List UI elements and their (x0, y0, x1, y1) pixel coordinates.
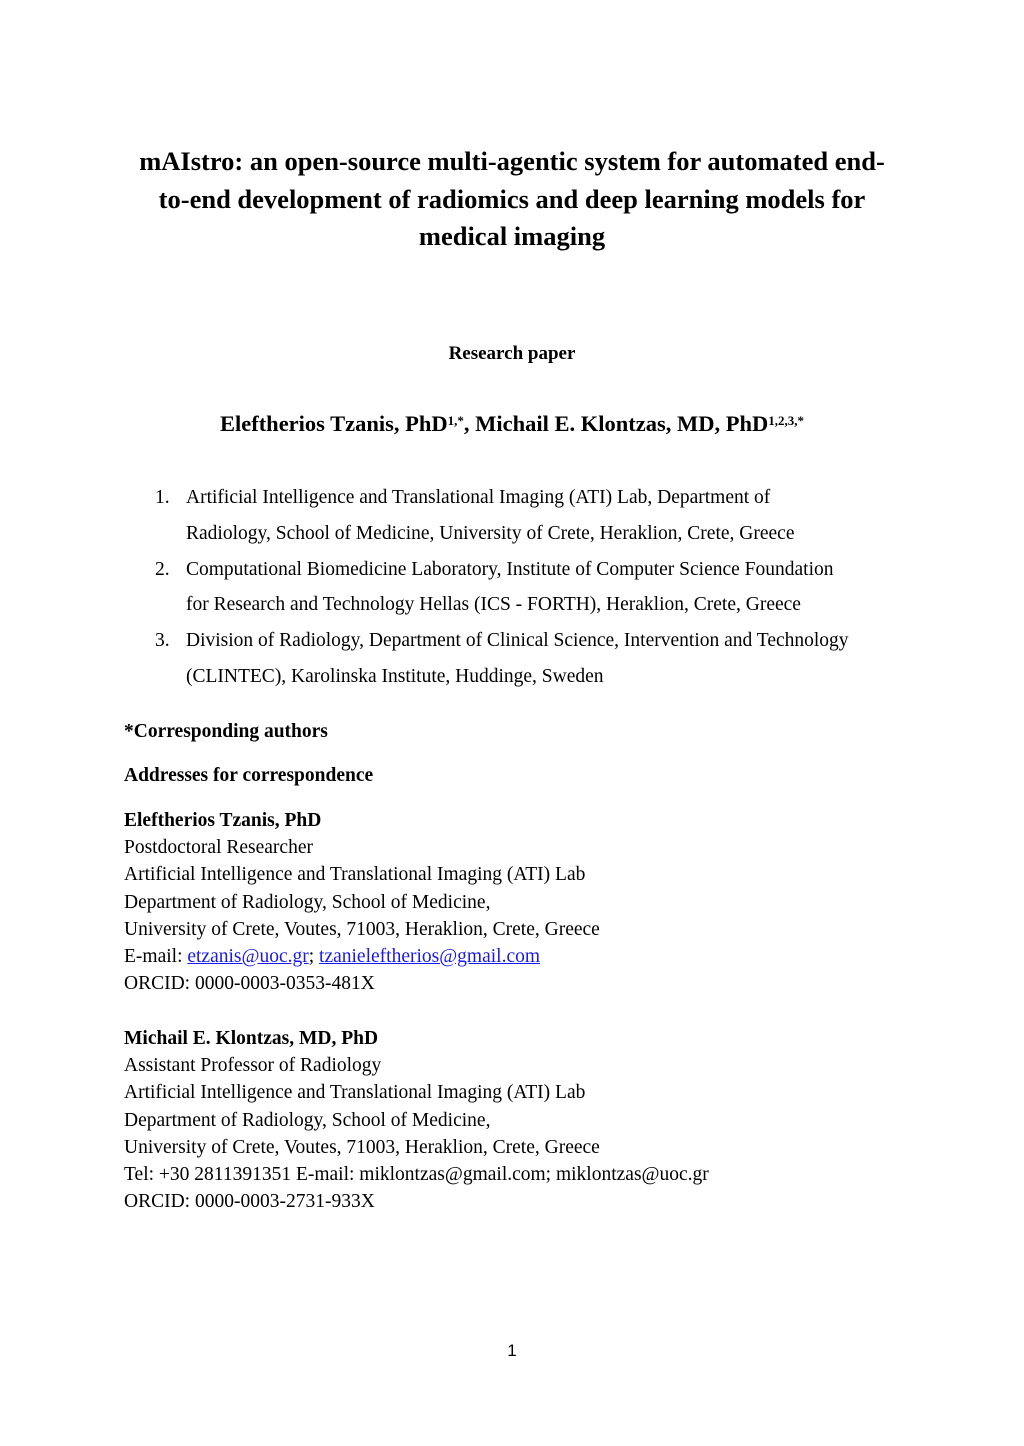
contact-orcid: ORCID: 0000-0003-2731-933X (124, 1191, 375, 1213)
contact-lab: Artificial Intelligence and Translational Imaging (ATI) Lab (124, 864, 586, 886)
contact-name: Eleftherios Tzanis, PhD (124, 810, 322, 831)
affiliation-line: Computational Biomedicine Laboratory, Institute of Computer Science Foundation (186, 558, 834, 580)
title-line: mAIstro: an open-source multi-agentic system for automated end- (139, 146, 885, 176)
author-affiliation-marker: 1,* (447, 413, 464, 428)
author-name: Michail E. Klontzas, MD, PhD (475, 411, 769, 436)
email-link[interactable]: tzanieleftherios@gmail.com (319, 946, 541, 968)
article-type: Research paper (448, 343, 576, 364)
contact-tel-email: Tel: +30 2811391351 E-mail: miklontzas@gmail.com; miklontzas@uoc.gr (124, 1164, 709, 1186)
corresponding-authors-label: *Corresponding authors (124, 721, 328, 742)
author-affiliation-marker: 1,2,3,* (768, 413, 805, 428)
contact-block (124, 807, 904, 997)
affiliation-item (124, 623, 914, 695)
author-separator: , (463, 411, 476, 436)
author-name: Eleftherios Tzanis, PhD (219, 411, 448, 436)
contact-lab: Artificial Intelligence and Translational Imaging (ATI) Lab (124, 1082, 586, 1104)
contact-position: Postdoctoral Researcher (124, 837, 313, 859)
contact-orcid: ORCID: 0000-0003-0353-481X (124, 973, 375, 995)
affiliation-number: 1. (155, 487, 170, 508)
contact-university: University of Crete, Voutes, 71003, Heraklion, Crete, Greece (124, 1136, 600, 1158)
addresses-heading: Addresses for correspondence (124, 765, 374, 786)
affiliation-list (124, 480, 914, 695)
paper-title (112, 143, 912, 256)
title-line: medical imaging (418, 221, 606, 251)
affiliation-line: Artificial Intelligence and Translational Imaging (ATI) Lab, Department of (186, 487, 771, 508)
title-line: to-end development of radiomics and deep learning models for (158, 183, 866, 214)
email-prefix: E-mail: (124, 946, 188, 968)
affiliation-line: (CLINTEC), Karolinska Institute, Huddinge, Sweden (186, 665, 604, 687)
affiliation-number: 2. (155, 558, 170, 580)
affiliation-line: Division of Radiology, Department of Clinical Science, Intervention and Technology (186, 630, 849, 652)
contact-university: University of Crete, Voutes, 71003, Heraklion, Crete, Greece (124, 918, 600, 940)
email-link[interactable]: etzanis@uoc.gr (187, 946, 309, 968)
affiliation-line: Radiology, School of Medicine, University of Crete, Heraklion, Crete, Greece (186, 522, 795, 544)
affiliation-item (124, 480, 914, 552)
affiliation-item (124, 552, 914, 624)
author-list (0, 408, 1024, 440)
contact-email-line (124, 943, 904, 970)
contact-department: Department of Radiology, School of Medicine, (124, 891, 491, 913)
page-number: 1 (507, 1341, 517, 1360)
affiliation-line: for Research and Technology Hellas (ICS - FORTH), Heraklion, Crete, Greece (186, 594, 801, 616)
affiliation-number: 3. (155, 630, 170, 652)
email-separator: ; (308, 946, 320, 968)
contact-name: Michail E. Klontzas, MD, PhD (124, 1028, 379, 1049)
contact-block (124, 1025, 904, 1215)
contact-position: Assistant Professor of Radiology (124, 1055, 382, 1077)
contact-department: Department of Radiology, School of Medicine, (124, 1109, 491, 1131)
